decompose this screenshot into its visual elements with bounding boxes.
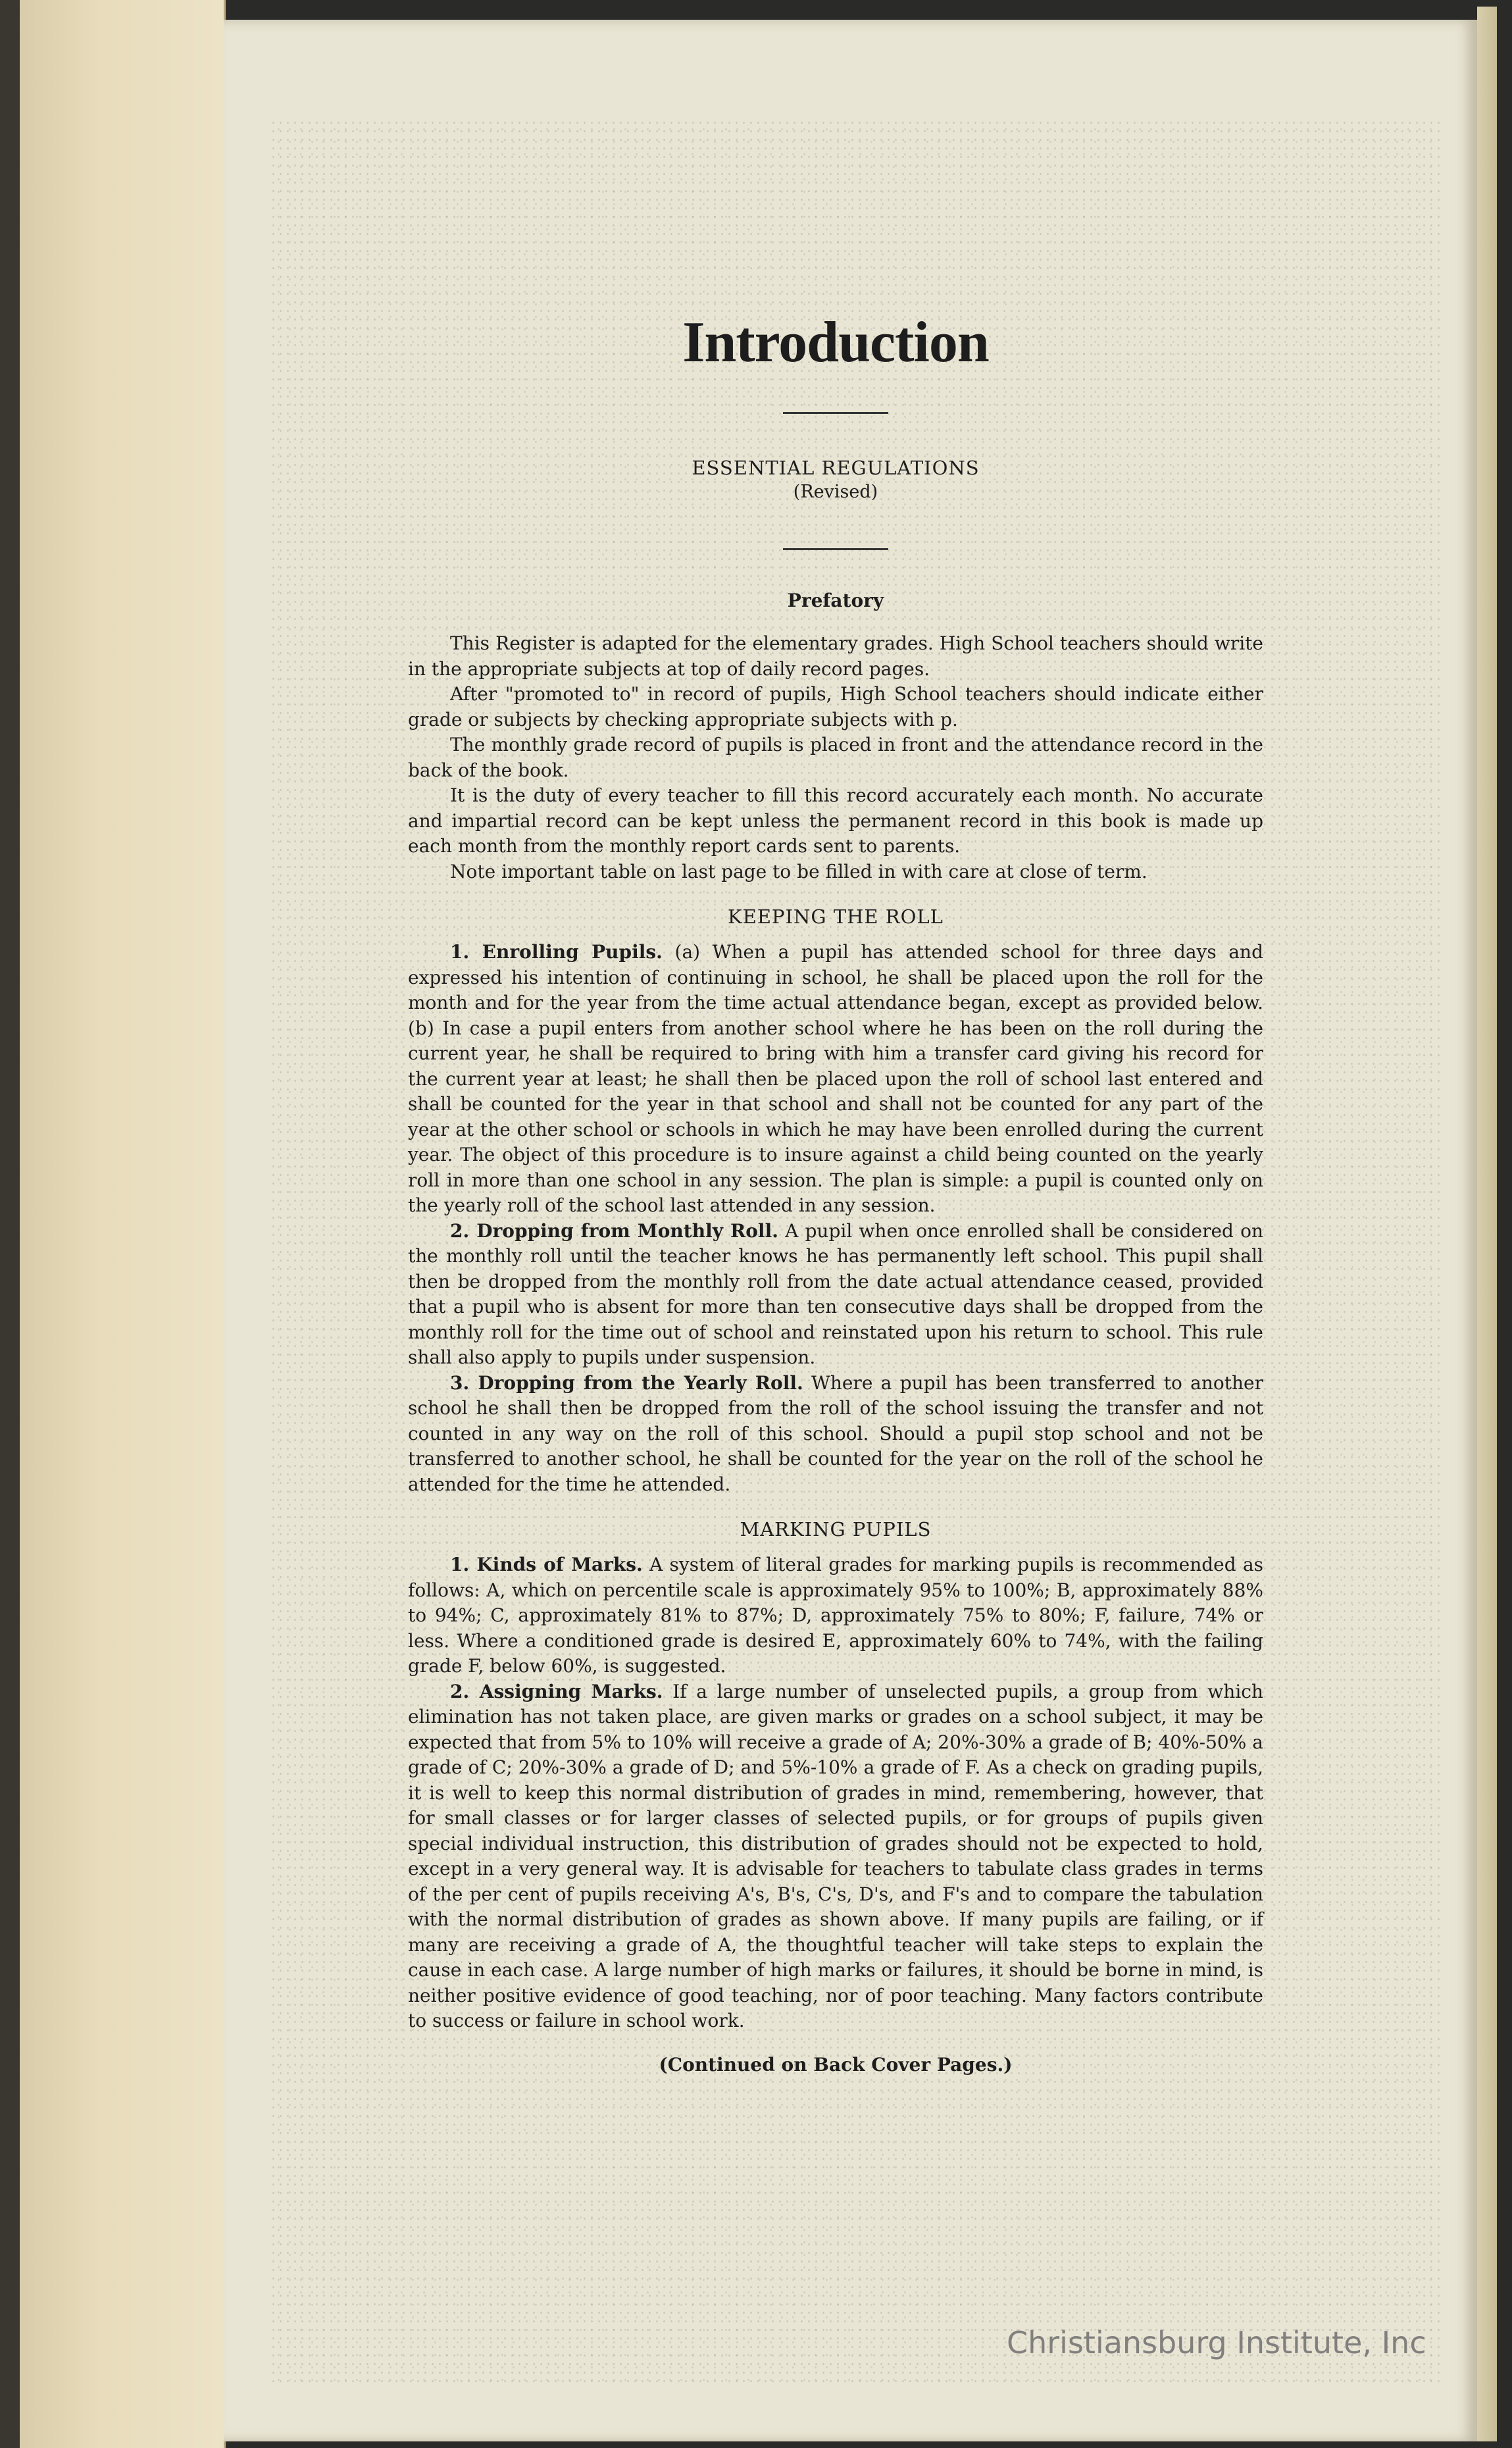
prefatory-paragraph: This Register is adapted for the elementary grades. High School teachers should write in the appropriate subjects at top of daily record pages. <box>408 632 1263 680</box>
section-rule <box>783 548 888 550</box>
marking-pupils-heading: MARKING PUPILS <box>740 1518 932 1541</box>
prefatory-paragraph: The monthly grade record of pupils is placed in front and the attendance record in the back of the book. <box>408 734 1263 781</box>
prefatory-paragraph: Note important table on last page to be filled in with care at close of term. <box>450 860 1147 882</box>
marking-item-label: 1. Kinds of Marks. <box>450 1554 643 1575</box>
page-title: Introduction <box>682 311 989 374</box>
prefatory-paragraph: It is the duty of every teacher to fill this record accurately each month. No accurate and impartial record can be kept unless the permanent record in this book is made up each month from the monthly report cards sent to parents. <box>408 784 1263 857</box>
prefatory-heading: Prefatory <box>787 590 884 611</box>
roll-item <box>408 1219 1263 1371</box>
regulations-heading: ESSENTIAL REGULATIONS <box>692 457 980 479</box>
marking-item-label: 2. Assigning Marks. <box>450 1680 663 1702</box>
document-page <box>224 20 1477 2441</box>
binding-edge <box>0 0 20 2448</box>
roll-item-text: (a) When a pupil has attended school for three days and expressed his intention of continuing in school, he shall be placed upon the roll for the month and for the year from the time actual attendance began, except as provided below. (b) In case a pupil enters from another school where he has been on the roll during the current year, he shall be required to bring with him a transfer card giving his record for the current year at least; he shall then be placed upon the roll of school last entered and shall be counted for the year in that school and shall not be counted for any part of the year at the other school or schools in which he may have been enrolled during the current year. The object of this procedure is to insure against a child being counted on the yearly roll in more than one school in any session. The plan is simple: a pupil is counted only on the yearly roll of the school last attended in any session. <box>408 941 1264 1216</box>
marking-item-text: A system of literal grades for marking pupils is recommended as follows: A, which on percentile scale is approximately 95% to 100%; B, approximately 88% to 94%; C, approximately 81% to 87%; D, approximately 75% to 80%; F, failure, 74% or less. Where a conditioned grade is desired E, approximately 60% to 74%, with the failing grade F, below 60%, is suggested. <box>408 1554 1264 1677</box>
continued-note: (Continued on Back Cover Pages.) <box>659 2053 1013 2076</box>
roll-item-text: Where a pupil has been transferred to another school he shall then be dropped from the roll of the school issuing the transfer and not counted in any way on the roll of this school. Should a pupil stop school and not be transferred to another school, he shall be counted for the year on the roll of the school he attended for the time he attended. <box>408 1371 1264 1495</box>
title-rule <box>783 412 888 414</box>
text-column <box>408 296 1263 2076</box>
roll-item <box>408 940 1263 1219</box>
marking-item <box>408 1552 1263 1679</box>
roll-item-label: 3. Dropping from the Yearly Roll. <box>450 1371 803 1394</box>
marking-item-text: If a large number of unselected pupils, a group from which elimination has not taken place, are given marks or grades on a school subject, it may be expected that from 5% to 10% will receive a grade of A; 20%-30% a grade of B; 40%-50% a grade of C; 20%-30% a grade of D; and 5%-10% a grade of F. As a check on grading pupils, it is well to keep this normal distribution of grades in mind, remembering, however, that for small classes or for larger classes of selected pupils, or for groups of pupils given special individual instruction, this distribution of grades should not be expected to hold, except in a very general way. It is advisable for teachers to tabulate class grades in terms of the per cent of pupils receiving A's, B's, C's, D's, and F's and to compare the tabulation with the normal distribution of grades as shown above. If many pupils are failing, or if many are receiving a grade of A, the thoughtful teacher will take steps to explain the cause in each case. A large number of high marks or failures, it should be borne in mind, is neither positive evidence of good teaching, nor of poor teaching. Many factors contribute to success or failure in school work. <box>408 1680 1263 2031</box>
page-right-edge <box>1477 7 1497 2441</box>
roll-item-label: 2. Dropping from Monthly Roll. <box>450 1219 778 1242</box>
regulations-note: (Revised) <box>793 482 878 502</box>
left-cover-flap <box>20 0 226 2448</box>
roll-item <box>408 1371 1263 1498</box>
marking-item <box>408 1679 1263 2034</box>
roll-item-text: A pupil when once enrolled shall be considered on the monthly roll until the teacher knows he has permanently left school. This pupil shall then be dropped from the monthly roll from the date actual attendance ceased, provided that a pupil who is absent for more than ten consecutive days shall be dropped from the monthly roll for the time out of school and reinstated upon his return to school. This rule shall also apply to pupils under suspension. <box>408 1219 1264 1368</box>
roll-item-label: 1. Enrolling Pupils. <box>450 941 663 963</box>
watermark: Christiansburg Institute, Inc <box>1007 2325 1426 2360</box>
prefatory-paragraph: After "promoted to" in record of pupils, High School teachers should indicate either grade or subjects by checking appropriate subjects with p. <box>408 683 1263 730</box>
keeping-roll-heading: KEEPING THE ROLL <box>728 905 944 928</box>
